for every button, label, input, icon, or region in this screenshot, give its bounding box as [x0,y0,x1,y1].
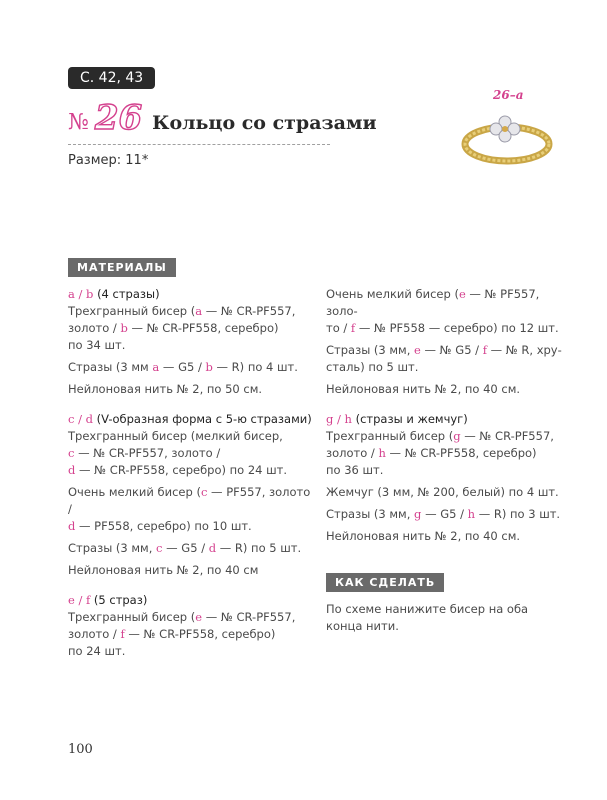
material-text: — № PF557, золо- [326,287,540,318]
material-text: Стразы (3 мм, [326,343,415,357]
ring-size: Размер: 11* [68,153,149,168]
material-text: Очень мелкий бисер ( [68,485,201,499]
variant-label: (5 страз) [93,593,148,607]
material-text: — R) по 3 шт. [475,507,561,521]
material-text: золото / [326,446,379,460]
color-code: e [195,610,203,624]
variant-label: (V-образная форма с 5-ю стразами) [96,412,312,426]
color-code: b [205,360,213,374]
material-text: Стразы (3 мм, [326,507,415,521]
color-code: g [414,507,422,521]
color-code: f [350,321,356,335]
material-text: золото / [68,321,121,335]
material-text: — G5 / [162,541,209,555]
number-sign: № [68,110,89,135]
color-code: e [458,287,466,301]
variant-label: (стразы и жемчуг) [355,412,468,426]
material-text: золото / [68,627,121,641]
material-text: — № CR-PF557, [202,304,296,318]
variant-label: (4 стразы) [97,287,160,301]
color-code: h [467,507,476,521]
material-text: — G5 / [421,507,468,521]
color-code: c [156,541,163,555]
variant-code: a / b [68,287,94,301]
color-code: d [68,463,76,477]
material-text: — № PF558 — серебро) по 12 шт. [355,321,559,335]
color-code: h [378,446,386,460]
how-to-text: По схеме нанижите бисер на оба конца нити. [326,602,529,633]
material-text: Трехгранный бисер (мелкий бисер, [68,429,283,443]
how-to-heading: КАК СДЕЛАТЬ [326,573,444,592]
color-code: c [200,485,208,499]
material-text: — R) по 5 шт. [216,541,302,555]
material-text: — № CR-PF557, золото / [74,446,221,460]
material-text: — № CR-PF558, серебро) по 24 шт. [75,463,288,477]
page-number: 100 [68,742,93,757]
photo-label: 26–а [493,88,524,102]
material-text: — № CR-PF558, серебро) [124,627,276,641]
variant-ef-continued [326,286,571,398]
material-text: Трехгранный бисер ( [326,429,454,443]
title-divider [68,144,330,145]
page-reference-badge: С. 42, 43 [68,67,155,89]
material-text: Нейлоновая нить № 2, по 40 см. [326,529,521,543]
material-text: — № CR-PF557, [460,429,554,443]
material-text: Стразы (3 мм [68,360,153,374]
material-text: Стразы (3 мм, [68,541,157,555]
variant-ef [68,592,313,660]
variant-code: g / h [326,412,352,426]
color-code: g [453,429,461,443]
material-text: — № CR-PF557, [202,610,296,624]
variant-code: c / d [68,412,93,426]
color-code: e [414,343,421,357]
variant-ab [68,286,313,398]
color-code: f [120,627,125,641]
project-title-row [68,98,377,138]
material-text: — № CR-PF558, серебро) [385,446,537,460]
material-text: — PF557, золото / [68,485,311,516]
materials-right-column [326,286,571,550]
materials-left-column [68,286,313,665]
materials-heading: МАТЕРИАЛЫ [68,258,176,277]
material-text: — № R, хру- [486,343,562,357]
color-code: a [152,360,160,374]
material-text: — № CR-PF558, серебро) [127,321,279,335]
material-text: Нейлоновая нить № 2, по 40 см. [326,382,521,396]
material-text: — G5 / [159,360,206,374]
material-text: сталь) по 5 шт. [326,360,419,374]
material-text: по 36 шт. [326,463,384,477]
variant-code: e / f [68,593,91,607]
color-code: d [208,541,217,555]
material-text: по 24 шт. [68,644,126,658]
material-text: Трехгранный бисер ( [68,304,196,318]
project-number: 26 [94,98,143,138]
color-code: d [68,519,76,533]
material-text: — R) по 4 шт. [212,360,298,374]
material-text: — PF558, серебро) по 10 шт. [75,519,252,533]
color-code: c [68,446,75,460]
page-title: Кольцо со стразами [152,112,377,134]
material-text: — № G5 / [420,343,483,357]
material-text: Очень мелкий бисер ( [326,287,459,301]
color-code: a [195,304,203,318]
material-text: Нейлоновая нить № 2, по 50 см. [68,382,263,396]
color-code: b [120,321,128,335]
material-text: Трехгранный бисер ( [68,610,196,624]
material-text: по 34 шт. [68,338,126,352]
variant-gh [326,411,571,545]
variant-cd [68,411,313,579]
color-code: f [482,343,487,357]
material-text: то / [326,321,351,335]
material-text: Нейлоновая нить № 2, по 40 см [68,563,259,577]
material-text: Жемчуг (3 мм, № 200, белый) по 4 шт. [326,485,559,499]
